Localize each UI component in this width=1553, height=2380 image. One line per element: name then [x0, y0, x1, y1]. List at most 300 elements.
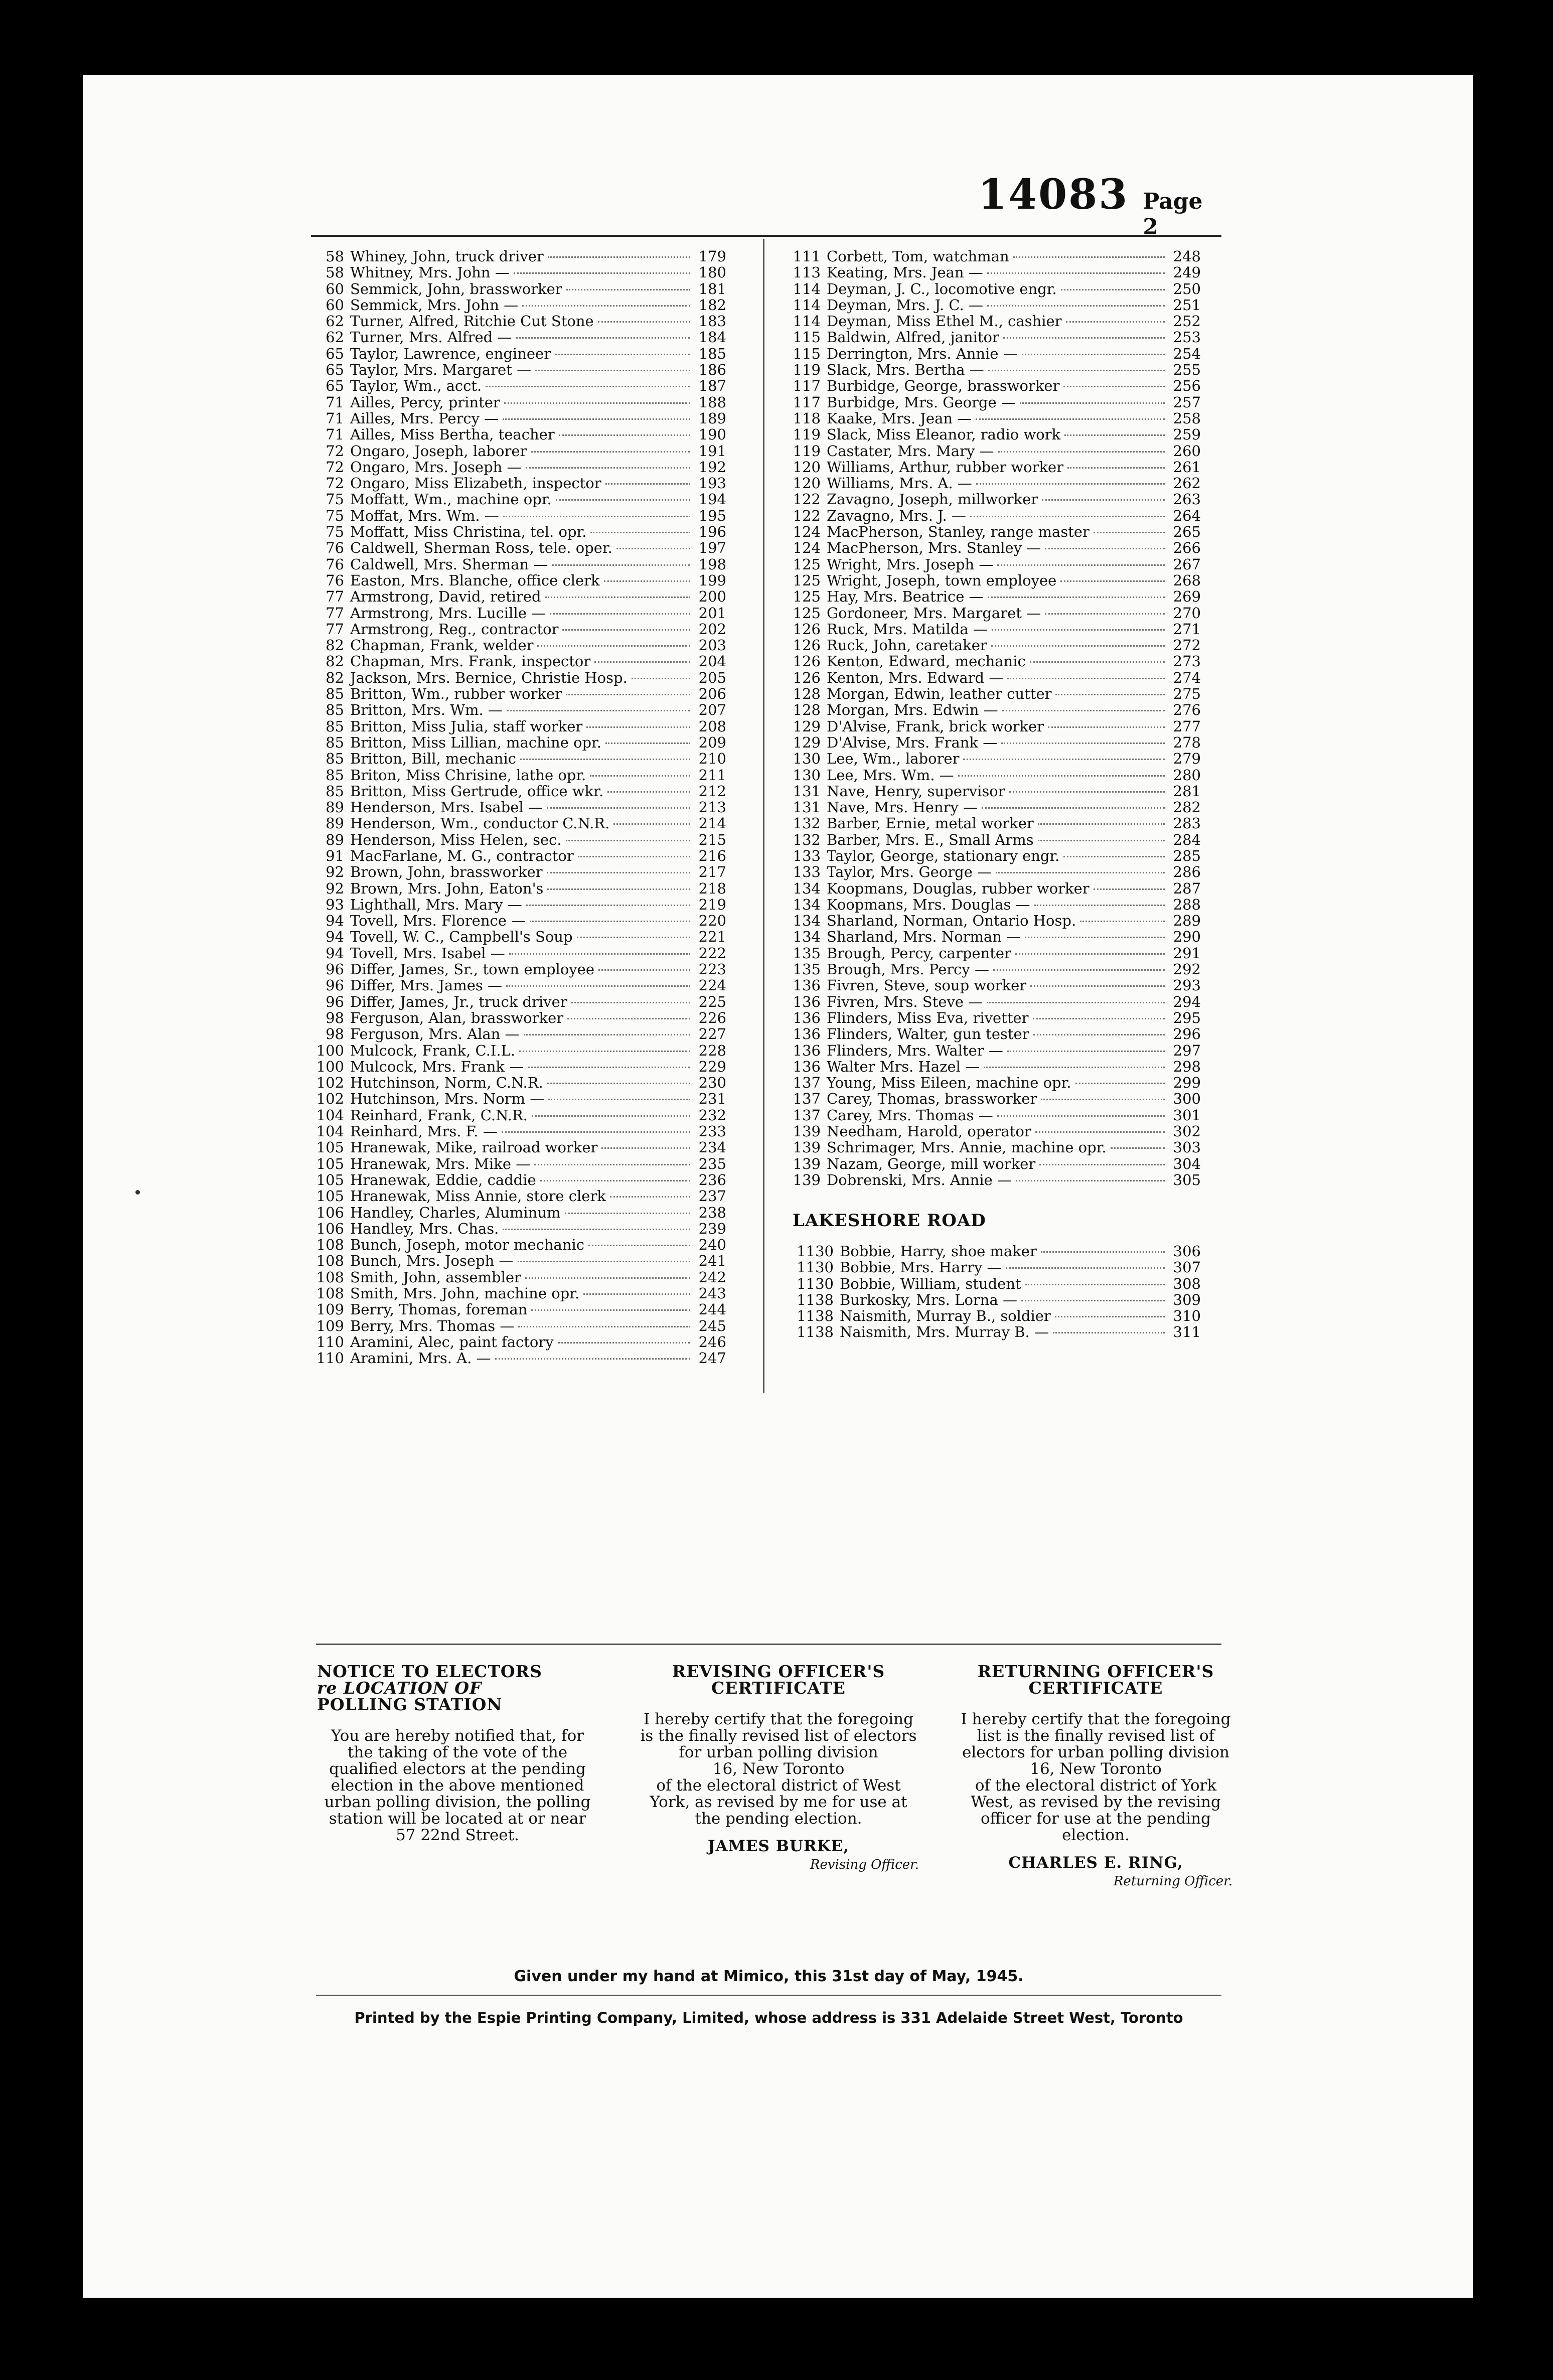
- voter-name: Jackson, Mrs. Bernice, Christie Hosp.: [350, 669, 628, 686]
- returning-title: RETURNING OFFICER'S CERTIFICATE: [977, 1662, 1214, 1698]
- voter-number: 216: [698, 847, 726, 864]
- voter-name: Baldwin, Alfred, janitor: [827, 329, 999, 346]
- voter-entry: [790, 491, 1201, 507]
- street-number: 72: [326, 442, 344, 460]
- voter-entry: [315, 686, 726, 702]
- street-number: 82: [326, 637, 344, 654]
- voter-entry: [315, 1285, 726, 1301]
- voter-name: Williams, Mrs. A. —: [827, 475, 972, 492]
- voter-number: 226: [698, 1009, 726, 1026]
- voter-entry: [315, 1091, 726, 1107]
- voter-list-lakeshore: [790, 1243, 1201, 1341]
- dot-leader: [594, 661, 690, 663]
- voter-number: 289: [1173, 912, 1201, 930]
- voter-entry: [790, 1292, 1201, 1308]
- voter-number: 244: [698, 1301, 726, 1318]
- voter-entry: [315, 1010, 726, 1026]
- voter-entry: [315, 410, 726, 426]
- voter-name: Castater, Mrs. Mary —: [827, 442, 994, 460]
- voter-entry: [790, 799, 1201, 815]
- voter-number: 266: [1173, 539, 1201, 557]
- street-number: 109: [316, 1317, 344, 1334]
- voter-number: 308: [1173, 1275, 1201, 1292]
- street-number: 72: [326, 475, 344, 492]
- voter-number: 212: [698, 782, 726, 800]
- voter-name: Differ, James, Jr., truck driver: [350, 993, 567, 1010]
- voter-number: 229: [698, 1058, 726, 1075]
- voter-entry: [790, 621, 1201, 637]
- returning-body-1: I hereby certify that the foregoing list is the finally revised list of electors for urban polling division: [961, 1710, 1231, 1761]
- voter-name: Zavagno, Joseph, millworker: [827, 491, 1038, 508]
- dot-leader: [1006, 1267, 1165, 1269]
- dot-leader: [610, 1196, 690, 1198]
- voter-entry: [790, 767, 1201, 783]
- voter-name: Ailles, Miss Bertha, teacher: [350, 426, 555, 443]
- voter-entry: [790, 718, 1201, 734]
- voter-number: 179: [698, 248, 726, 265]
- street-number: 85: [326, 701, 344, 719]
- voter-number: 288: [1173, 896, 1201, 913]
- page-header: [978, 171, 1219, 240]
- street-number: 110: [316, 1333, 344, 1351]
- voter-entry: [790, 686, 1201, 702]
- street-number: 105: [316, 1139, 344, 1156]
- voter-number: 247: [698, 1350, 726, 1367]
- dot-leader: [988, 597, 1165, 598]
- street-number: 108: [316, 1285, 344, 1302]
- voter-entry: [790, 1010, 1201, 1026]
- voter-number: 249: [1173, 264, 1201, 281]
- revising-body-1: I hereby certify that the foregoing is the finally revised list of electors for urban polling division: [640, 1710, 917, 1761]
- dot-leader: [590, 775, 690, 777]
- voter-entry: [315, 702, 726, 718]
- voter-name: Hranewak, Miss Annie, store clerk: [350, 1187, 606, 1205]
- voter-name: Kenton, Edward, mechanic: [827, 653, 1026, 670]
- top-rule: [311, 235, 1221, 237]
- voter-entry: [790, 1156, 1201, 1172]
- voter-number: 254: [1173, 345, 1201, 362]
- street-number: 77: [326, 620, 344, 638]
- voter-entry: [315, 540, 726, 556]
- voter-name: Aramini, Alec, paint factory: [350, 1333, 554, 1351]
- voter-number: 201: [698, 604, 726, 622]
- dot-leader: [531, 1309, 690, 1311]
- voter-number: 234: [698, 1139, 726, 1156]
- dot-leader: [1013, 256, 1165, 258]
- street-number: 126: [793, 637, 821, 654]
- voter-entry: [790, 1123, 1201, 1139]
- voter-entry: [315, 1205, 726, 1221]
- voter-entry: [315, 346, 726, 362]
- voter-number: 303: [1173, 1139, 1201, 1156]
- given-statement: Given under my hand at Mimico, this 31st day of May, 1945.: [514, 1968, 1024, 1985]
- voter-name: Ferguson, Alan, brassworker: [350, 1009, 564, 1026]
- street-number: 139: [793, 1123, 821, 1140]
- voter-entry: [790, 248, 1201, 264]
- voter-entry: [315, 670, 726, 686]
- voter-number: 231: [698, 1090, 726, 1108]
- voter-number: 269: [1173, 588, 1201, 606]
- voter-number: 213: [698, 799, 726, 816]
- dot-leader: [1061, 289, 1165, 290]
- dot-leader: [566, 840, 690, 841]
- revising-officer-certificate: [638, 1663, 919, 1873]
- footer-rule: [316, 1995, 1221, 1996]
- dot-leader: [970, 516, 1165, 517]
- street-number: 106: [316, 1204, 344, 1221]
- voter-entry: [790, 378, 1201, 394]
- voter-name: Barber, Mrs. E., Small Arms: [827, 831, 1034, 848]
- voter-number: 299: [1173, 1074, 1201, 1092]
- dot-leader: [982, 807, 1165, 809]
- voter-number: 238: [698, 1204, 726, 1221]
- voter-entry: [315, 832, 726, 848]
- street-number: 96: [326, 993, 344, 1010]
- voter-name: Briton, Miss Chrisine, lathe opr.: [350, 766, 586, 784]
- street-number: 100: [316, 1058, 344, 1075]
- street-number: 133: [793, 847, 821, 864]
- dot-leader: [1022, 354, 1165, 355]
- voter-entry: [790, 588, 1201, 605]
- voter-number: 293: [1173, 977, 1201, 994]
- voter-number: 251: [1173, 296, 1201, 314]
- voter-number: 223: [698, 961, 726, 978]
- voter-name: Deyman, Mrs. J. C. —: [827, 296, 983, 314]
- street-number: 117: [793, 377, 821, 395]
- voter-number: 220: [698, 912, 726, 930]
- voter-number: 227: [698, 1025, 726, 1043]
- voter-number: 239: [698, 1220, 726, 1237]
- voter-number: 196: [698, 523, 726, 541]
- street-number: 60: [326, 296, 344, 314]
- dot-leader: [613, 823, 690, 825]
- voter-name: Ailles, Percy, printer: [350, 393, 500, 411]
- voter-entry: [790, 556, 1201, 572]
- voter-number: 243: [698, 1285, 726, 1302]
- voter-entry: [790, 410, 1201, 426]
- voter-number: 195: [698, 507, 726, 524]
- voter-number: 270: [1173, 604, 1201, 622]
- voter-number: 217: [698, 863, 726, 881]
- dot-leader: [1003, 337, 1165, 339]
- street-number: 136: [793, 1025, 821, 1043]
- street-number: 92: [326, 879, 344, 897]
- voter-name: Ailles, Mrs. Percy —: [350, 409, 499, 427]
- street-number: 1138: [797, 1307, 834, 1325]
- street-number: 82: [326, 653, 344, 670]
- dot-leader: [556, 499, 690, 501]
- voter-number: 219: [698, 896, 726, 913]
- voter-entry: [790, 475, 1201, 491]
- street-number: 134: [793, 912, 821, 930]
- voter-name: Barber, Ernie, metal worker: [827, 815, 1034, 832]
- dot-leader: [1016, 1180, 1165, 1181]
- voter-entry: [790, 1043, 1201, 1059]
- voter-entry: [790, 329, 1201, 345]
- voter-number: 205: [698, 669, 726, 686]
- voter-entry: [315, 864, 726, 880]
- voter-name: Hutchinson, Norm, C.N.R.: [350, 1074, 543, 1092]
- voter-entry: [315, 848, 726, 864]
- street-number: 133: [793, 863, 821, 881]
- dot-leader: [987, 272, 1165, 274]
- voter-entry: [315, 734, 726, 751]
- dot-leader: [520, 759, 690, 760]
- voter-number: 193: [698, 475, 726, 492]
- dot-leader: [1015, 953, 1165, 955]
- street-number: 1138: [797, 1323, 834, 1341]
- voter-number: 305: [1173, 1171, 1201, 1188]
- voter-entry: [790, 994, 1201, 1010]
- dot-leader: [566, 289, 690, 290]
- dot-leader: [601, 1147, 690, 1149]
- street-number: 1138: [797, 1291, 834, 1308]
- voter-number: 285: [1173, 847, 1201, 864]
- voter-entry: [790, 281, 1201, 297]
- voter-entry: [315, 1172, 726, 1188]
- voter-number: 236: [698, 1171, 726, 1188]
- voter-entry: [315, 961, 726, 977]
- street-number: 122: [793, 491, 821, 508]
- voter-name: Whiney, John, truck driver: [350, 248, 544, 265]
- voter-number: 291: [1173, 944, 1201, 962]
- dot-leader: [531, 451, 690, 453]
- voter-name: Burkosky, Mrs. Lorna —: [840, 1291, 1017, 1308]
- street-number: 1130: [797, 1243, 834, 1260]
- voter-name: Britton, Bill, mechanic: [350, 750, 516, 768]
- dot-leader: [495, 1358, 690, 1360]
- dot-leader: [958, 775, 1165, 777]
- voter-entry: [315, 1301, 726, 1317]
- voter-number: 224: [698, 977, 726, 994]
- street-number: 85: [326, 766, 344, 784]
- voter-name: Britton, Mrs. Wm. —: [350, 701, 503, 719]
- voter-name: Reinhard, Mrs. F. —: [350, 1123, 498, 1140]
- street-number: 125: [793, 571, 821, 589]
- voter-entry: [315, 572, 726, 588]
- voter-name: Sharland, Norman, Ontario Hosp.: [827, 912, 1076, 930]
- voter-name: Young, Miss Eileen, machine opr.: [827, 1074, 1071, 1092]
- street-number: 76: [326, 571, 344, 589]
- voter-name: Kaake, Mrs. Jean —: [827, 409, 972, 427]
- dot-leader: [607, 791, 690, 793]
- voter-name: D'Alvise, Frank, brick worker: [827, 717, 1044, 735]
- voter-name: MacPherson, Stanley, range master: [827, 523, 1090, 541]
- voter-entry: [315, 945, 726, 961]
- voter-entry: [790, 1026, 1201, 1042]
- street-number: 91: [326, 847, 344, 864]
- dot-leader: [1066, 321, 1165, 323]
- street-number: 71: [326, 393, 344, 411]
- voter-number: 225: [698, 993, 726, 1010]
- voter-number: 307: [1173, 1259, 1201, 1276]
- voter-entry: [315, 1350, 726, 1366]
- dot-leader: [503, 418, 690, 420]
- dot-leader: [1002, 710, 1165, 711]
- voter-name: Flinders, Mrs. Walter —: [827, 1042, 1003, 1059]
- street-number: 65: [326, 377, 344, 395]
- dot-leader: [548, 256, 690, 258]
- voter-name: Fivren, Steve, soup worker: [827, 977, 1027, 994]
- voter-name: MacFarlane, M. G., contractor: [350, 847, 574, 864]
- dot-leader: [993, 969, 1165, 971]
- street-number: 102: [316, 1090, 344, 1108]
- voter-name: Bobbie, William, student: [840, 1275, 1021, 1292]
- dot-leader: [590, 532, 690, 533]
- dot-leader: [530, 921, 690, 922]
- street-number: 104: [316, 1123, 344, 1140]
- voter-entry: [790, 1091, 1201, 1107]
- dot-leader: [1041, 1251, 1165, 1253]
- voter-name: Handley, Charles, Aluminum: [350, 1204, 561, 1221]
- dot-leader: [540, 1180, 690, 1181]
- revising-body-3: of the electoral district of West York, as revised by me for use at the pending election.: [650, 1776, 907, 1828]
- voter-name: Walter Mrs. Hazel —: [827, 1058, 980, 1075]
- notice-title: NOTICE TO ELECTORS re LOCATION OF POLLING STATION: [317, 1662, 542, 1714]
- revising-signer-title: Revising Officer.: [810, 1857, 919, 1872]
- voter-number: 306: [1173, 1243, 1201, 1260]
- voter-entry: [790, 1172, 1201, 1188]
- voter-entry: [790, 297, 1201, 313]
- voter-name: Koopmans, Mrs. Douglas —: [827, 896, 1030, 913]
- voter-entry: [790, 362, 1201, 378]
- street-number: 139: [793, 1155, 821, 1172]
- voter-name: Morgan, Mrs. Edwin —: [827, 701, 998, 719]
- voter-entry: [315, 1221, 726, 1237]
- voter-name: Fivren, Mrs. Steve —: [827, 993, 983, 1010]
- street-number: 108: [316, 1252, 344, 1270]
- voter-name: Wright, Joseph, town employee: [827, 571, 1057, 589]
- street-number: 104: [316, 1106, 344, 1124]
- voter-number: 245: [698, 1317, 726, 1334]
- voter-name: Hay, Mrs. Beatrice —: [827, 588, 984, 606]
- column-divider: [763, 239, 764, 1393]
- voter-name: Kenton, Mrs. Edward —: [827, 669, 1004, 686]
- voter-number: 302: [1173, 1123, 1201, 1140]
- voter-number: 295: [1173, 1009, 1201, 1026]
- voter-entry: [790, 977, 1201, 993]
- street-number: 77: [326, 588, 344, 606]
- voter-number: 284: [1173, 831, 1201, 848]
- voter-entry: [315, 1107, 726, 1123]
- dot-leader: [1007, 1051, 1165, 1052]
- voter-entry: [315, 977, 726, 993]
- street-number: 98: [326, 1025, 344, 1043]
- voter-number: 257: [1173, 393, 1201, 411]
- dot-leader: [1060, 580, 1165, 582]
- dot-leader: [1045, 613, 1165, 615]
- section-title-lakeshore-road: LAKESHORE ROAD: [793, 1211, 986, 1231]
- voter-name: Deyman, J. C., locomotive engr.: [827, 280, 1057, 298]
- voter-number: 203: [698, 637, 726, 654]
- dot-leader: [1007, 678, 1165, 679]
- voter-name: MacPherson, Mrs. Stanley —: [827, 539, 1041, 557]
- street-number: 65: [326, 345, 344, 362]
- street-number: 122: [793, 507, 821, 524]
- voter-entry: [790, 524, 1201, 540]
- voter-name: Dobrenski, Mrs. Annie —: [827, 1171, 1012, 1188]
- dot-leader: [571, 1002, 690, 1003]
- voter-entry: [315, 556, 726, 572]
- dot-leader: [577, 937, 690, 938]
- voter-entry: [790, 572, 1201, 588]
- returning-body-2: 16, New Toronto: [1030, 1760, 1162, 1778]
- voter-entry: [790, 653, 1201, 669]
- voter-name: Turner, Mrs. Alfred —: [350, 329, 512, 346]
- voter-entry: [315, 426, 726, 442]
- voter-name: Wright, Mrs. Joseph —: [827, 555, 994, 573]
- voter-name: Lee, Wm., laborer: [827, 750, 960, 768]
- revising-signer: JAMES BURKE,: [707, 1837, 850, 1855]
- voter-entry: [315, 281, 726, 297]
- voter-number: 271: [1173, 620, 1201, 638]
- street-number: 75: [326, 507, 344, 524]
- dot-leader: [588, 1245, 690, 1246]
- street-number: 89: [326, 831, 344, 848]
- voter-entry: [315, 313, 726, 329]
- street-number: 98: [326, 1009, 344, 1026]
- dot-leader: [1009, 791, 1165, 793]
- dot-leader: [616, 548, 690, 549]
- dot-leader: [486, 386, 690, 387]
- street-number: 134: [793, 879, 821, 897]
- voter-entry: [315, 880, 726, 897]
- voter-name: Berry, Mrs. Thomas —: [350, 1317, 515, 1334]
- street-number: 96: [326, 961, 344, 978]
- voter-entry: [315, 767, 726, 783]
- street-number: 119: [793, 426, 821, 443]
- street-number: 85: [326, 685, 344, 703]
- dot-leader: [1080, 921, 1165, 922]
- voter-entry: [790, 929, 1201, 945]
- voter-entry: [315, 783, 726, 799]
- voter-number: 199: [698, 571, 726, 589]
- dot-leader: [552, 564, 690, 566]
- voter-name: Hutchinson, Mrs. Norm —: [350, 1090, 545, 1108]
- margin-mark: [135, 1190, 140, 1195]
- dot-leader: [1063, 386, 1165, 387]
- street-number: 137: [793, 1074, 821, 1092]
- voter-number: 261: [1173, 458, 1201, 476]
- voter-number: 248: [1173, 248, 1201, 265]
- voter-name: Taylor, George, stationary engr.: [827, 847, 1060, 864]
- voter-number: 282: [1173, 799, 1201, 816]
- voter-entry: [315, 264, 726, 280]
- voter-number: 214: [698, 815, 726, 832]
- voter-number: 233: [698, 1123, 726, 1140]
- voter-name: Deyman, Miss Ethel M., cashier: [827, 313, 1062, 330]
- voter-name: Reinhard, Frank, C.N.R.: [350, 1106, 528, 1124]
- voter-number: 273: [1173, 653, 1201, 670]
- voter-name: Slack, Mrs. Bertha —: [827, 361, 984, 379]
- voter-name: Brown, Mrs. John, Eaton's: [350, 879, 544, 897]
- page-label: Page 2: [1143, 189, 1203, 240]
- voter-number: 276: [1173, 701, 1201, 719]
- street-number: 135: [793, 944, 821, 962]
- voter-name: Semmick, Mrs. John —: [350, 296, 519, 314]
- dot-leader: [522, 305, 690, 307]
- voter-entry: [315, 815, 726, 831]
- dot-leader: [598, 321, 690, 323]
- returning-body-3: of the electoral district of York West, as revised by the revising officer for use at the pending election.: [971, 1776, 1221, 1844]
- dot-leader: [1033, 1018, 1165, 1019]
- voter-number: 311: [1173, 1323, 1201, 1341]
- voter-name: Flinders, Miss Eva, rivetter: [827, 1009, 1029, 1026]
- voter-name: Chapman, Frank, welder: [350, 637, 534, 654]
- notice-to-electors: [317, 1663, 598, 1844]
- voter-entry: [315, 637, 726, 653]
- street-number: 117: [793, 393, 821, 411]
